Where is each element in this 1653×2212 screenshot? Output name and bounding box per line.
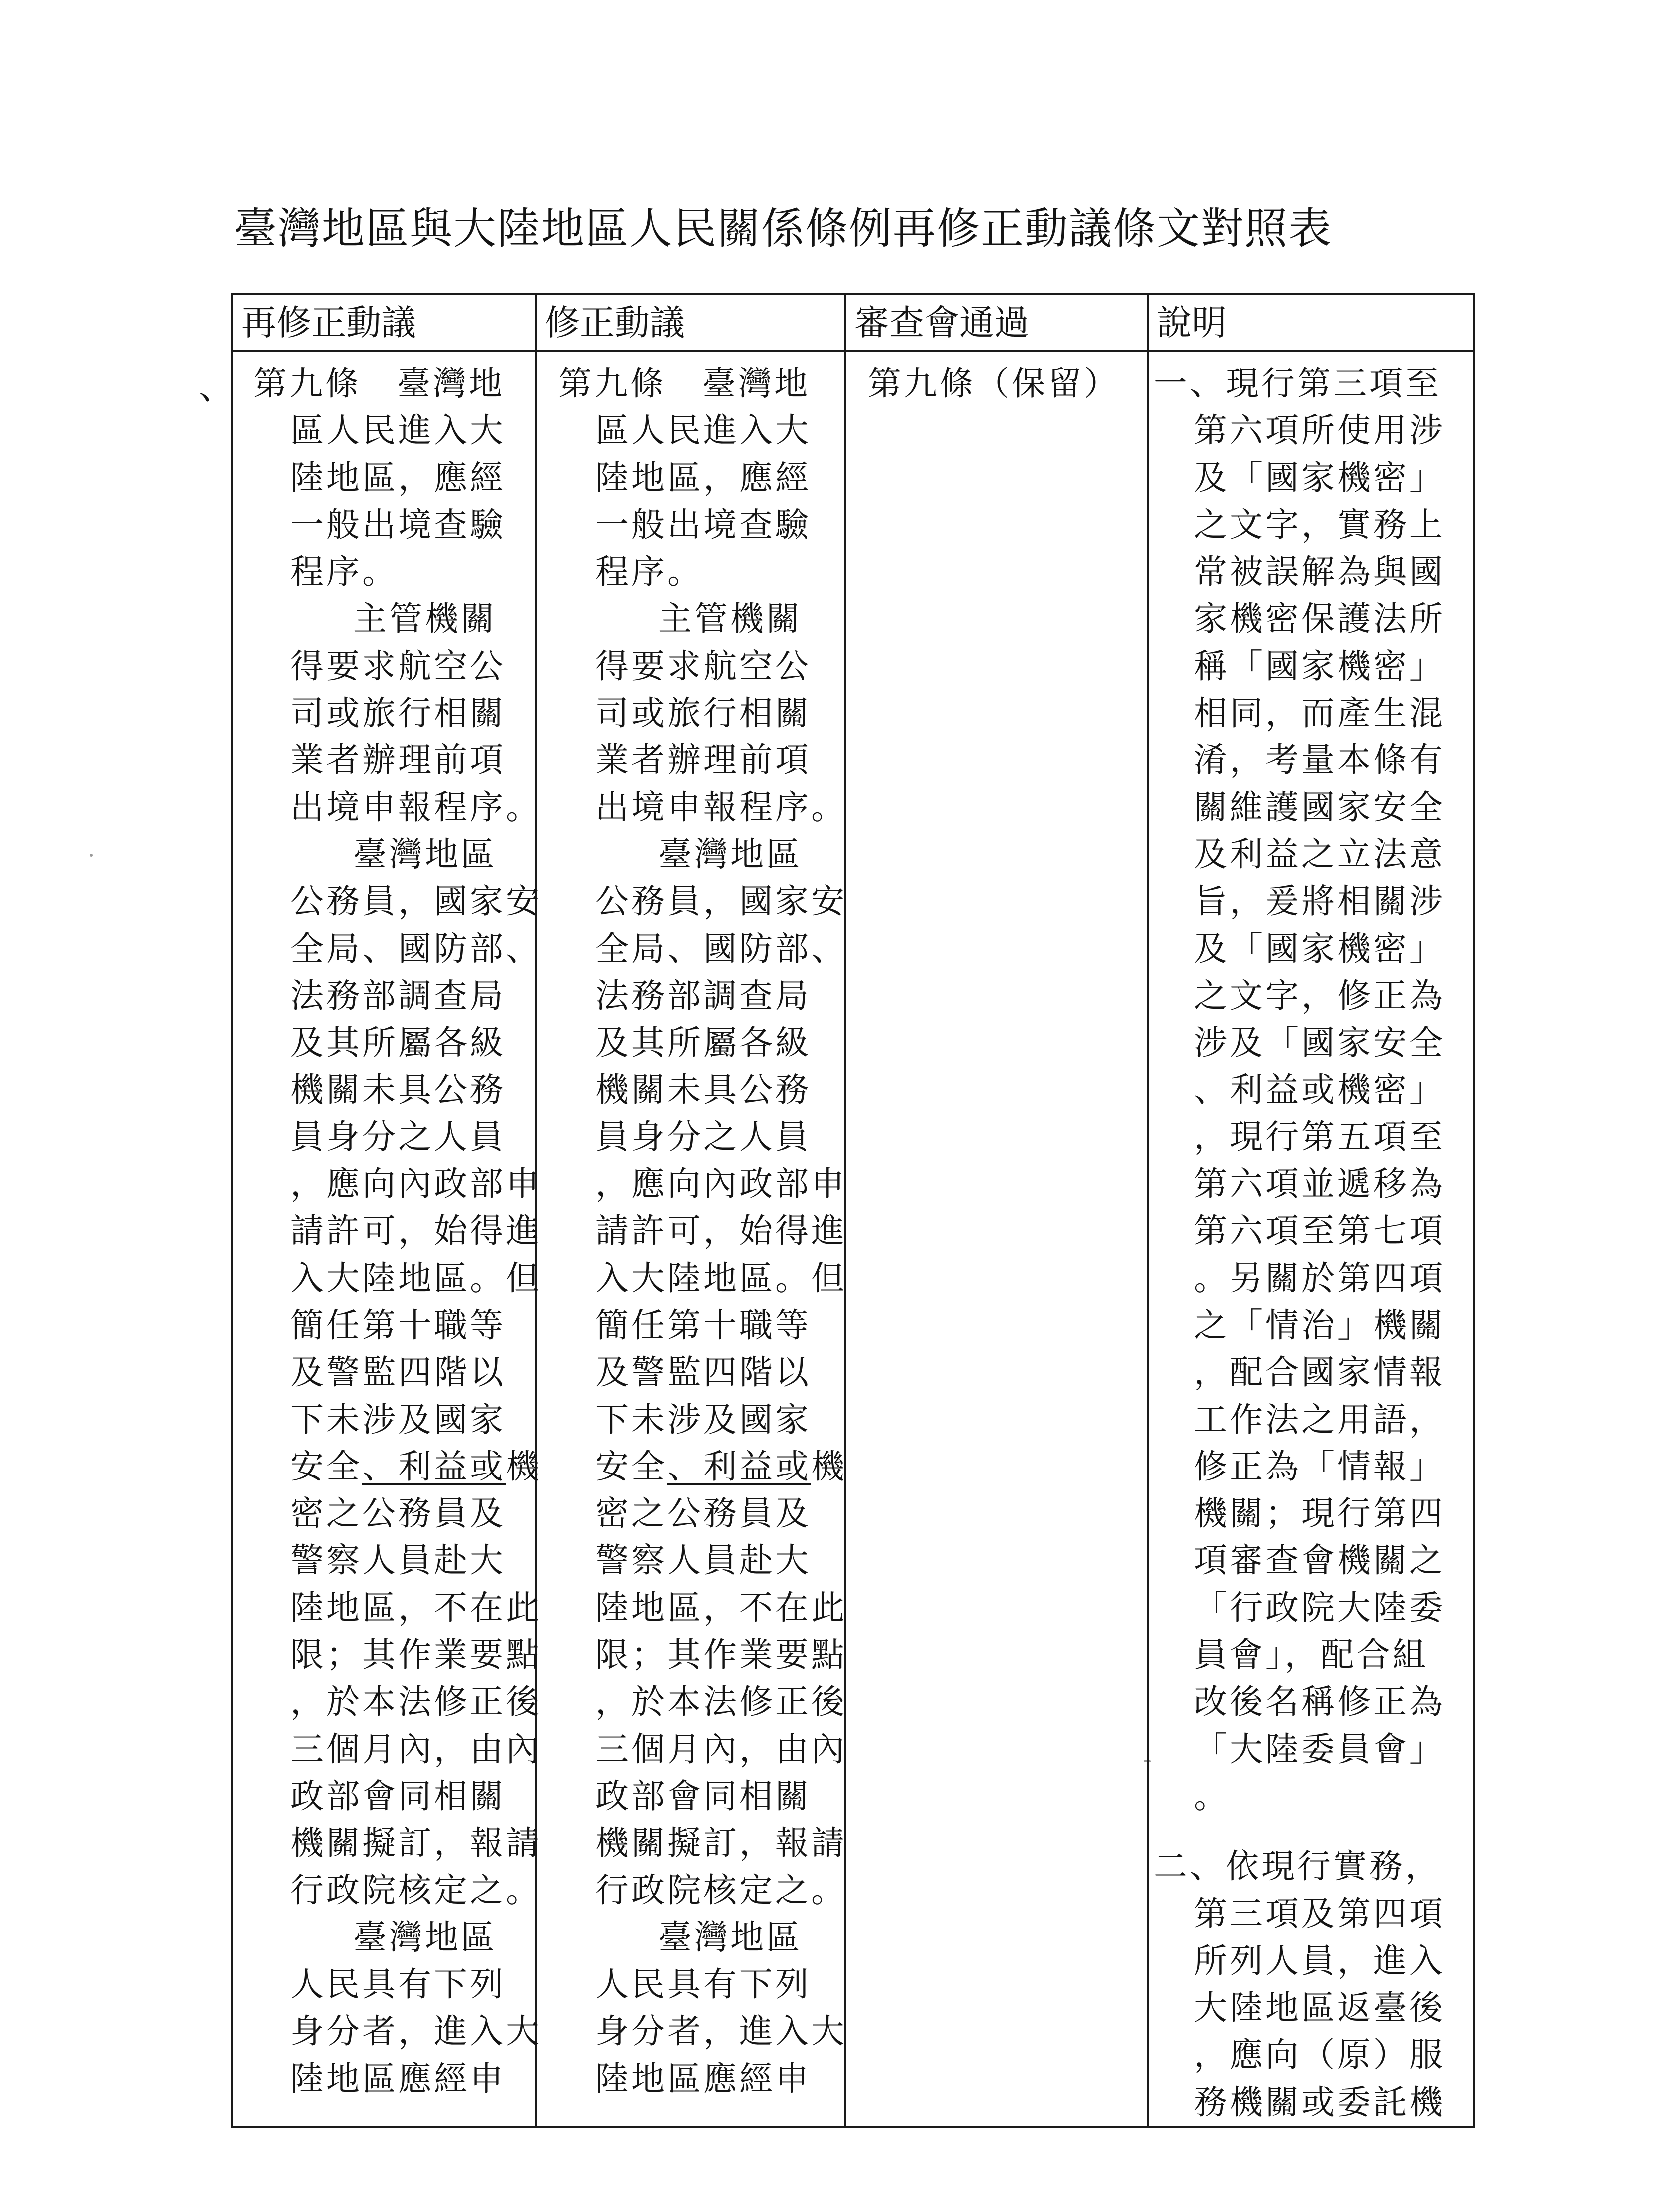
article-line: ，於本法修正後 (290, 1682, 542, 1722)
explanation-line: 關維護國家安全 (1194, 787, 1445, 827)
explanation-line: 第三項及第四項 (1194, 1894, 1445, 1933)
article-line: 陸地區，應經 (595, 458, 811, 497)
article-line: 人民具有下列 (290, 1965, 506, 2004)
explanation-line: 改後名稱修正為 (1194, 1682, 1445, 1722)
article-line: 得要求航空公 (290, 646, 506, 686)
text-segment: 機 (811, 1447, 847, 1486)
explanation-line: 家機密保護法所 (1194, 599, 1445, 639)
article-line: 機關未具公務 (595, 1070, 811, 1109)
explanation-line: 第六項所使用涉 (1194, 411, 1445, 450)
article-line: 請許可，始得進 (595, 1211, 847, 1251)
article-line: 及其所屬各級 (595, 1023, 811, 1063)
article-line: 限；其作業要點 (595, 1635, 847, 1675)
explanation-line: 所列人員，進入 (1194, 1941, 1445, 1980)
article-line: 三個月內，由內 (595, 1729, 847, 1769)
article-line: 身分者，進入大 (595, 2012, 847, 2051)
article-line: 主管機關 (353, 599, 497, 639)
article-line: 一般出境查驗 (290, 505, 506, 544)
underlined-amendment: 、利益或 (667, 1447, 811, 1486)
text-segment: 安全 (595, 1447, 667, 1486)
comparison-table (231, 293, 1475, 2128)
amendment-motion-text (537, 352, 847, 2102)
explanation-line: 旨，爰將相關涉 (1194, 882, 1445, 921)
revised-motion-text (233, 352, 542, 2102)
article-line: 第九條 臺灣地 (253, 364, 505, 403)
article-line: 區人民進入大 (290, 411, 506, 450)
article-line: 陸地區，應經 (290, 458, 506, 497)
article-line: 機關擬訂，報請 (595, 1824, 847, 1863)
explanation-line: 修正為「情報」 (1194, 1447, 1445, 1486)
article-line: 員身分之人員 (595, 1117, 811, 1156)
article-line: 主管機關 (658, 599, 802, 639)
table-body-row (232, 351, 1474, 2127)
explanation-line: 項審查會機關之 (1194, 1541, 1445, 1580)
explanation-line: 第六項並遞移為 (1194, 1164, 1445, 1204)
explanation-line: ，應向（原）服 (1194, 2035, 1445, 2075)
explanation-line: 第六項至第七項 (1194, 1211, 1445, 1251)
explanation-line: 「行政院大陸委 (1194, 1588, 1445, 1627)
article-line: 下未涉及國家 (595, 1400, 811, 1439)
article-line: 密之公務員及 (595, 1494, 811, 1533)
article-line: ，應向內政部申 (595, 1164, 847, 1204)
article-line: 簡任第十職等 (595, 1305, 811, 1345)
article-line: 全局、國防部、 (290, 929, 542, 968)
article-line: 業者辦理前項 (290, 740, 506, 780)
article-line: 機關擬訂，報請 (290, 1824, 542, 1863)
explanation-line: 一、現行第三項至 (1154, 364, 1441, 403)
paragraph-gap (1154, 1820, 1473, 1843)
article-line: 入大陸地區。但 (595, 1258, 847, 1298)
article-line: 陸地區，不在此 (595, 1588, 847, 1627)
committee-passed-cell (845, 351, 1148, 2127)
article-line: 公務員，國家安 (290, 882, 542, 921)
explanation-line: 工作法之用語， (1194, 1400, 1445, 1439)
explanation-line: 相同，而產生混 (1194, 694, 1445, 733)
article-line: 臺灣地區 (353, 834, 497, 874)
underlined-amendment: 、利益或 (362, 1447, 506, 1486)
article-line: 陸地區應經申 (290, 2059, 506, 2098)
article-line: 法務部調查局 (290, 976, 506, 1015)
article-line: 一般出境查驗 (595, 505, 811, 544)
article-line: 三個月內，由內 (290, 1729, 542, 1769)
article-line: 簡任第十職等 (290, 1305, 506, 1345)
article-line: 政部會同相關 (595, 1776, 811, 1816)
article-line: 出境申報程序。 (595, 787, 847, 827)
committee-passed-text (846, 352, 1147, 407)
article-line: 機關未具公務 (290, 1070, 506, 1109)
explanation-line: 。 (1194, 1776, 1230, 1816)
header-amendment-motion: 修正動議 (536, 294, 845, 351)
article-line: 限；其作業要點 (290, 1635, 542, 1675)
article-line-underlined (253, 1443, 542, 1490)
article-reserved: 第九條（保留） (868, 364, 1120, 403)
article-line: 法務部調查局 (595, 976, 811, 1015)
article-line: 密之公務員及 (290, 1494, 506, 1533)
article-line: 員身分之人員 (290, 1117, 506, 1156)
header-explanation: 說明 (1148, 294, 1474, 351)
article-line: 行政院核定之。 (595, 1870, 847, 1910)
explanation-line: 及「國家機密」 (1194, 458, 1445, 497)
article-line: 請許可，始得進 (290, 1211, 542, 1251)
article-line: 警察人員赴大 (290, 1541, 506, 1580)
explanation-text (1149, 352, 1473, 2126)
explanation-line: 及「國家機密」 (1194, 929, 1445, 968)
explanation-line: 。另關於第四項 (1194, 1258, 1445, 1298)
revised-motion-cell (232, 351, 542, 2127)
article-line: 身分者，進入大 (290, 2012, 542, 2051)
article-line: 第九條 臺灣地 (558, 364, 810, 403)
explanation-line: ，現行第五項至 (1194, 1117, 1445, 1156)
explanation-line: 常被誤解為與國 (1194, 552, 1445, 592)
explanation-line: 二、依現行實務， (1154, 1847, 1441, 1886)
article-line: 及警監四階以 (595, 1353, 811, 1392)
explanation-line: 員會」，配合組 (1194, 1635, 1429, 1675)
article-line: 及警監四階以 (290, 1353, 506, 1392)
explanation-line: 涉及「國家安全 (1194, 1023, 1445, 1063)
article-line: 司或旅行相關 (595, 694, 811, 733)
explanation-line: 及利益之立法意 (1194, 834, 1445, 874)
explanation-line: 務機關或委託機 (1194, 2082, 1445, 2122)
stray-mark: 、 (199, 367, 234, 407)
explanation-line: 之文字，修正為 (1194, 976, 1445, 1015)
explanation-line: 、利益或機密」 (1194, 1070, 1445, 1109)
article-line: 程序。 (290, 552, 398, 592)
explanation-line: 稱「國家機密」 (1194, 646, 1445, 686)
article-line: 陸地區，不在此 (290, 1588, 542, 1627)
header-revised-motion: 再修正動議 (232, 294, 536, 351)
table-header-row (232, 294, 1474, 351)
article-line: ，於本法修正後 (595, 1682, 847, 1722)
explanation-line: 淆，考量本條有 (1194, 740, 1445, 780)
article-line: 陸地區應經申 (595, 2059, 811, 2098)
article-line: 臺灣地區 (658, 1917, 802, 1957)
article-line: 及其所屬各級 (290, 1023, 506, 1063)
article-line: 下未涉及國家 (290, 1400, 506, 1439)
article-line: 入大陸地區。但 (290, 1258, 542, 1298)
article-line: 得要求航空公 (595, 646, 811, 686)
explanation-line: ，配合國家情報 (1194, 1353, 1445, 1392)
article-line-underlined (558, 1443, 847, 1490)
explanation-line: 「大陸委員會」 (1194, 1729, 1445, 1769)
article-line: 政部會同相關 (290, 1776, 506, 1816)
explanation-line: 機關；現行第四 (1194, 1494, 1445, 1533)
article-line: 全局、國防部、 (595, 929, 847, 968)
document-title: 臺灣地區與大陸地區人民關係條例再修正動議條文對照表 (234, 204, 1332, 254)
text-segment: 機 (506, 1447, 542, 1486)
article-line: 公務員，國家安 (595, 882, 847, 921)
article-line: 行政院核定之。 (290, 1870, 542, 1910)
article-line: 臺灣地區 (658, 834, 802, 874)
article-line: 出境申報程序。 (290, 787, 542, 827)
explanation-cell (1148, 351, 1474, 2127)
article-line: 程序。 (595, 552, 703, 592)
explanation-line: 之「情治」機關 (1194, 1305, 1445, 1345)
header-committee-passed: 審查會通過 (845, 294, 1148, 351)
article-line: 警察人員赴大 (595, 1541, 811, 1580)
article-line: ，應向內政部申 (290, 1164, 542, 1204)
explanation-line: 大陸地區返臺後 (1194, 1988, 1445, 2028)
article-line: 業者辦理前項 (595, 740, 811, 780)
scan-speck (90, 854, 93, 857)
article-line: 人民具有下列 (595, 1965, 811, 2004)
article-line: 臺灣地區 (353, 1917, 497, 1957)
amendment-motion-cell (536, 351, 845, 2127)
article-line: 區人民進入大 (595, 411, 811, 450)
text-segment: 安全 (290, 1447, 362, 1486)
explanation-line: 之文字，實務上 (1194, 505, 1445, 544)
article-line: 司或旅行相關 (290, 694, 506, 733)
